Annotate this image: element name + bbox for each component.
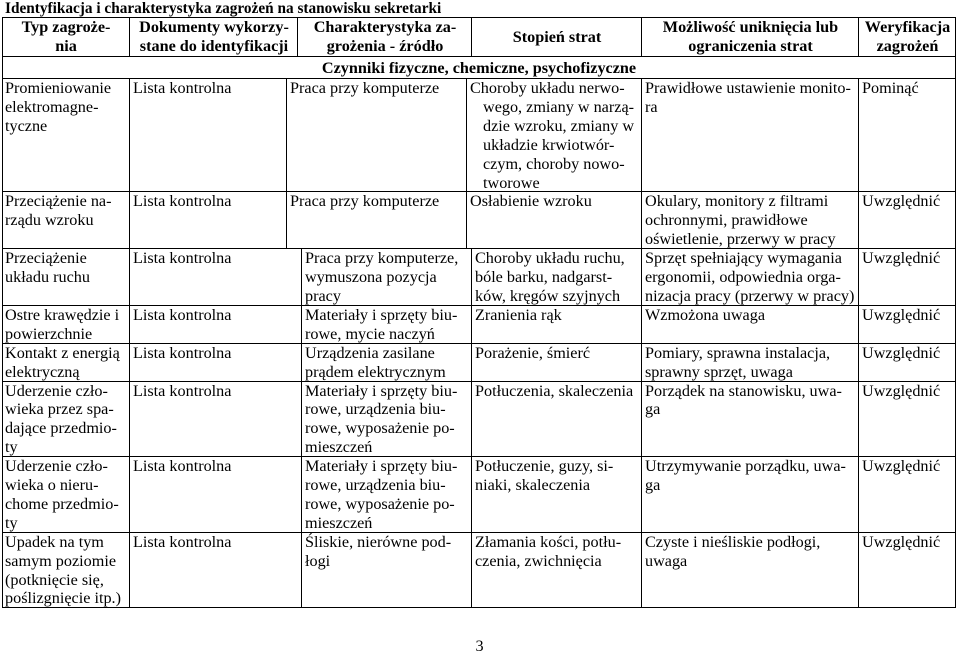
header-source-label: Charakterystyka za- grożenia - źródło <box>313 18 457 55</box>
cell-source: Praca przy komputerze, wymuszona pozycja pracy <box>302 249 472 306</box>
cell-loss-degree: Choroby układu ruchu, bóle barku, nadgarst- ków, kręgów szyjnych <box>472 249 642 306</box>
header-prevention <box>642 17 859 57</box>
cell-hazard-type: Kontakt z energią elektryczną <box>2 344 130 382</box>
section-row <box>2 57 956 79</box>
header-source <box>298 17 472 57</box>
cell-hazard-type: Przeciążenie układu ruchu <box>2 249 130 306</box>
cell-documents: Lista kontrolna <box>130 533 302 609</box>
cell-prevention: Sprzęt spełniający wymagania ergonomii, odpowiednia orga- nizacja pracy (przerwy w pracy) <box>642 249 859 306</box>
hazard-table <box>2 17 956 608</box>
cell-prevention: Prawidłowe ustawienie monito- ra <box>642 79 859 192</box>
cell-prevention: Utrzymywanie porządku, uwa- ga <box>642 457 859 533</box>
cell-loss-degree: Potłuczenie, guzy, si- niaki, skaleczenia <box>472 457 642 533</box>
cell-verification: Uwzględnić <box>859 192 956 249</box>
cell-hazard-type: Uderzenie czło- wieka przez spa- dające przedmio- ty <box>2 382 130 458</box>
cell-prevention: Wzmożona uwaga <box>642 306 859 344</box>
cell-loss-degree: Potłuczenia, skaleczenia <box>472 382 642 458</box>
cell-loss-degree: Zranienia rąk <box>472 306 642 344</box>
cell-verification: Uwzględnić <box>859 457 956 533</box>
cell-verification: Uwzględnić <box>859 533 956 609</box>
table-row <box>2 249 956 306</box>
cell-documents: Lista kontrolna <box>130 249 302 306</box>
cell-loss-degree: Złamania kości, potłu- czenia, zwichnięcia <box>472 533 642 609</box>
cell-loss-degree: Choroby układu nerwo- wego, zmiany w narzą- dzie wzroku, zmiany w układzie krwiotwór- czym, choroby nowo- tworowe <box>467 79 642 192</box>
header-hazard-type-label: Typ zagroże- nia <box>21 18 111 55</box>
cell-source: Materiały i sprzęty biu- rowe, urządzenia biu- rowe, wyposażenie po- mieszczeń <box>302 382 472 458</box>
cell-prevention: Czyste i nieśliskie podłogi, uwaga <box>642 533 859 609</box>
document-title: Identyfikacja i charakterystyka zagrożeń na stanowisku sekretarki <box>5 0 442 17</box>
cell-hazard-type: Ostre krawędzie i powierzchnie <box>2 306 130 344</box>
header-documents <box>130 17 298 57</box>
cell-source: Praca przy komputerze <box>287 192 467 249</box>
table-row <box>2 306 956 344</box>
table-row <box>2 457 956 533</box>
header-verification <box>859 17 956 57</box>
cell-hazard-type: Przeciążenie na- rządu wzroku <box>2 192 130 249</box>
cell-documents: Lista kontrolna <box>130 192 287 249</box>
cell-hazard-type: Upadek na tym samym poziomie (potknięcie się, poślizgnięcie itp.) <box>2 533 130 609</box>
cell-verification: Uwzględnić <box>859 382 956 458</box>
header-loss-degree-label: Stopień strat <box>512 27 602 46</box>
cell-hazard-type: Promieniowanie elektromagne- tyczne <box>2 79 130 192</box>
section-label: Czynniki fizyczne, chemiczne, psychofizyczne <box>321 58 637 77</box>
section-header <box>2 57 956 79</box>
header-prevention-label: Możliwość uniknięcia lub ograniczenia strat <box>662 18 839 55</box>
cell-loss-degree: Porażenie, śmierć <box>472 344 642 382</box>
cell-verification: Pominąć <box>859 79 956 192</box>
header-loss-degree <box>472 17 642 57</box>
header-verification-label: Weryfikacja zagrożeń <box>864 18 951 55</box>
cell-verification: Uwzględnić <box>859 306 956 344</box>
table-row <box>2 192 956 249</box>
cell-verification: Uwzględnić <box>859 249 956 306</box>
cell-documents: Lista kontrolna <box>130 344 302 382</box>
cell-source: Praca przy komputerze <box>287 79 467 192</box>
cell-documents: Lista kontrolna <box>130 306 302 344</box>
cell-documents: Lista kontrolna <box>130 79 287 192</box>
cell-prevention: Okulary, monitory z filtrami ochronnymi, prawidłowe oświetlenie, przerwy w pracy <box>642 192 859 249</box>
cell-loss-degree: Osłabienie wzroku <box>467 192 642 249</box>
cell-hazard-type: Uderzenie czło- wieka o nieru- chome przedmio- ty <box>2 457 130 533</box>
cell-documents: Lista kontrolna <box>130 457 302 533</box>
cell-prevention: Pomiary, sprawna instalacja, sprawny sprzęt, uwaga <box>642 344 859 382</box>
header-documents-label: Dokumenty wykorzy- stane do identyfikacji <box>139 18 289 55</box>
cell-verification: Uwzględnić <box>859 344 956 382</box>
table-row <box>2 382 956 458</box>
table-header-row <box>2 17 956 57</box>
cell-prevention: Porządek na stanowisku, uwa- ga <box>642 382 859 458</box>
page-number: 3 <box>475 637 484 655</box>
cell-source: Materiały i sprzęty biu- rowe, urządzenia biu- rowe, wyposażenie po- mieszczeń <box>302 457 472 533</box>
table-row <box>2 533 956 609</box>
cell-source: Śliskie, nierówne pod- łogi <box>302 533 472 609</box>
table-row <box>2 79 956 192</box>
cell-source: Urządzenia zasilane prądem elektrycznym <box>302 344 472 382</box>
table-row <box>2 344 956 382</box>
header-hazard-type <box>2 17 130 57</box>
cell-source: Materiały i sprzęty biu- rowe, mycie naczyń <box>302 306 472 344</box>
cell-documents: Lista kontrolna <box>130 382 302 458</box>
